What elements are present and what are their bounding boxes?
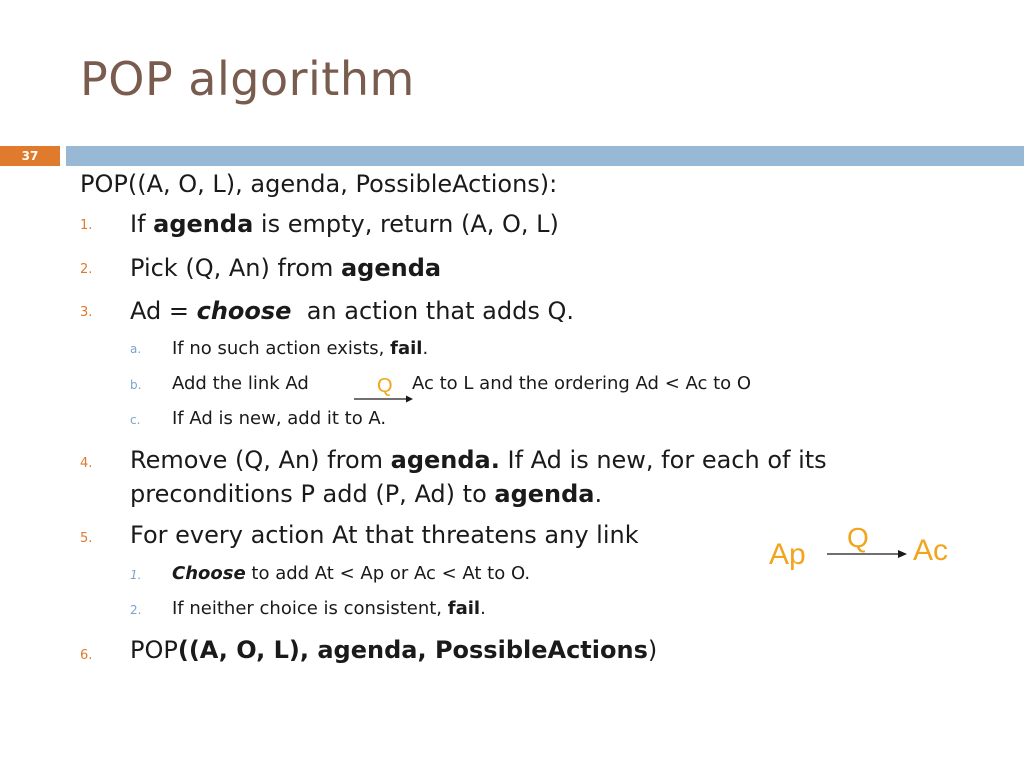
item-text: POP (130, 636, 178, 664)
item-text: is empty, return (A, O, L) (253, 210, 559, 238)
diagram-arrow-icon (826, 548, 908, 560)
item-text: Remove (Q, An) from (130, 446, 391, 474)
item-bold: agenda (340, 254, 442, 282)
subitem-text: If no such action exists, (172, 338, 391, 359)
list-item: For every action At that threatens any link (130, 521, 639, 549)
item-text: Pick (Q, An) from (130, 254, 341, 282)
link-label-q: Q (377, 375, 393, 397)
item-text: an action that adds Q. (291, 297, 574, 325)
subitem-text: Ac to L and the ordering Ad < Ac to O (412, 373, 752, 394)
diagram-ap: Ap (769, 538, 806, 571)
subitem-link (172, 373, 309, 394)
item-number: 2. (80, 262, 93, 277)
slide-number: 37 (0, 146, 60, 166)
subitem-text: . (480, 598, 486, 619)
subitem-text: to add At < Ap or Ac < At to O. (245, 563, 531, 584)
list-item (130, 636, 657, 664)
list-item (130, 297, 574, 325)
item-bold: agenda (153, 210, 254, 238)
item-bold: choose (196, 297, 292, 325)
item-bold: ((A, O, L), agenda, PossibleActions (177, 636, 648, 664)
subitem-text: . (422, 338, 429, 359)
list-item (130, 254, 441, 282)
subitem-bold: fail (390, 338, 423, 359)
subitem-letter: b. (130, 378, 142, 392)
subitem-bold: Choose (172, 563, 246, 584)
list-item-continuation (130, 480, 602, 508)
item-number: 5. (80, 531, 93, 546)
item-bold: agenda (494, 480, 595, 508)
subitem (172, 563, 530, 584)
subitem-text: Add the link Ad (172, 373, 309, 394)
link-arrow-icon (352, 394, 414, 404)
subitem-number: 2. (130, 603, 142, 617)
diagram-q: Q (847, 522, 869, 553)
threat-link-diagram (760, 520, 960, 590)
item-number: 1. (80, 218, 93, 233)
subitem-text: If neither choice is consistent, (172, 598, 448, 619)
item-text: Ad = (130, 297, 197, 325)
slide-title: POP algorithm (80, 52, 415, 106)
item-text: preconditions P add (P, Ad) to (130, 480, 495, 508)
item-bold: agenda. (390, 446, 500, 474)
item-number: 6. (80, 648, 93, 663)
diagram-ac: Ac (913, 534, 949, 567)
subitem-letter: c. (130, 413, 141, 427)
pop-signature: POP((A, O, L), agenda, PossibleActions): (80, 170, 558, 198)
item-text: . (594, 480, 603, 508)
subitem-bold: fail (447, 598, 481, 619)
subitem-letter: a. (130, 342, 142, 356)
item-number: 3. (80, 305, 93, 320)
list-item (130, 446, 827, 474)
item-number: 4. (80, 456, 93, 471)
subitem (172, 338, 428, 359)
subitem-number: 1. (130, 568, 142, 582)
list-item (130, 210, 559, 238)
item-text: If Ad is new, for each of its (499, 446, 827, 474)
subitem (172, 598, 486, 619)
subitem-text: If Ad is new, add it to A. (172, 408, 387, 429)
item-text: If (130, 210, 154, 238)
item-text: ) (647, 636, 658, 664)
